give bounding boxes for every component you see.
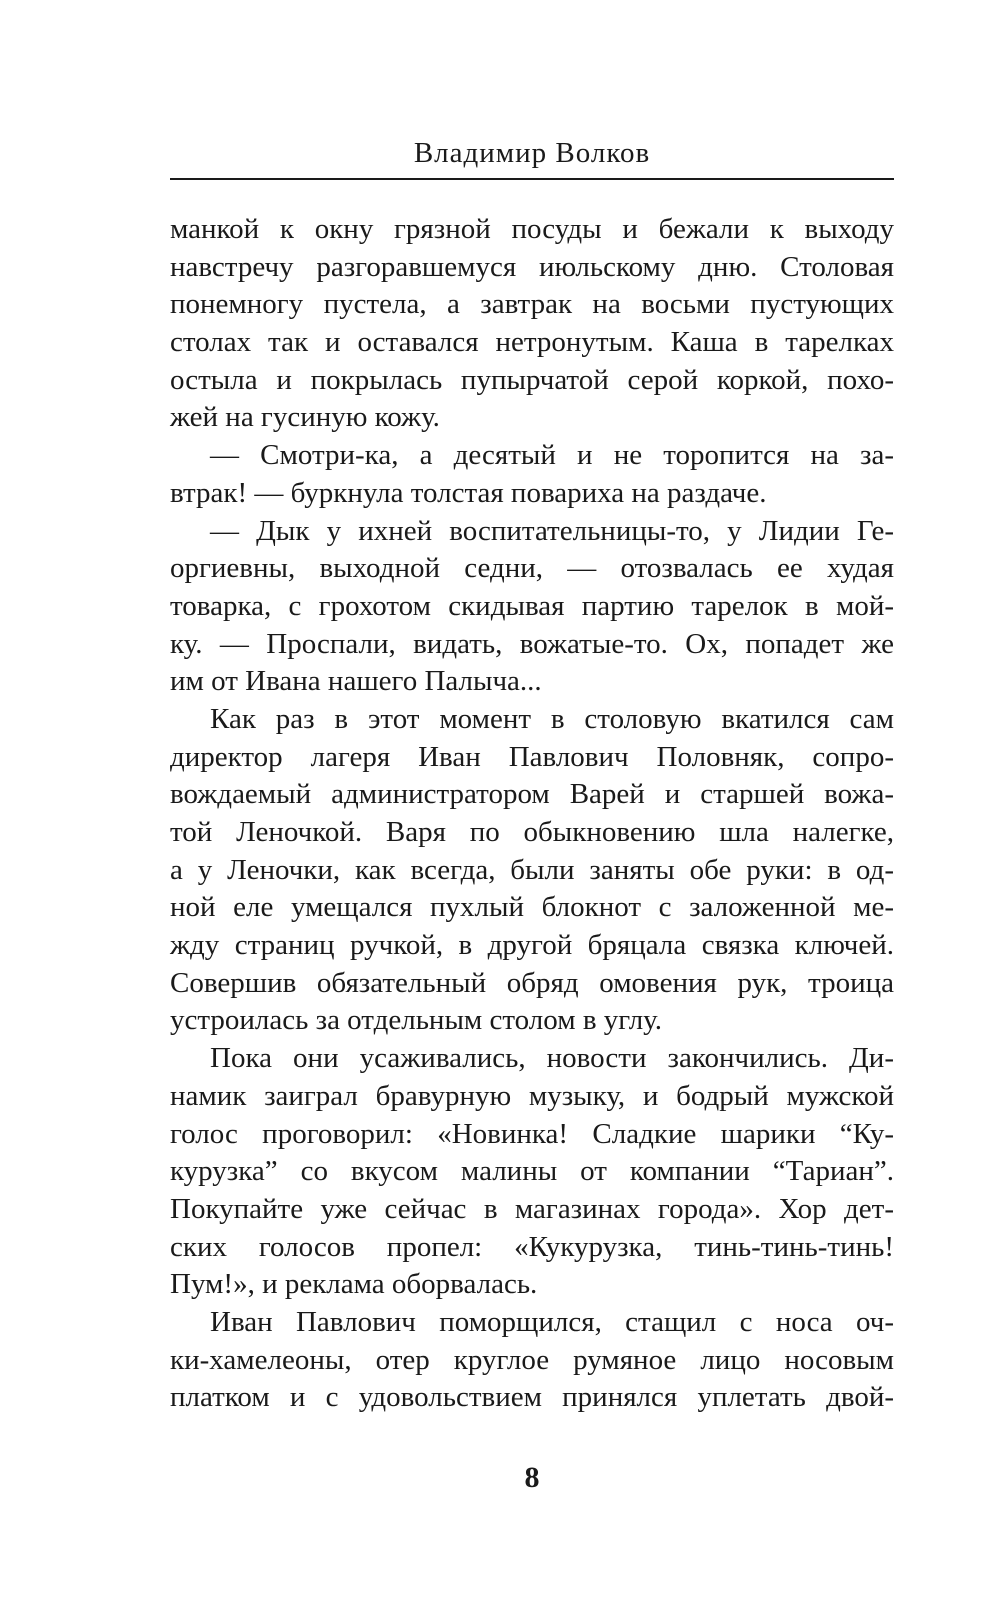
text-line: устроилась за отдельным столом в углу.	[170, 1004, 663, 1037]
text-line: намик заиграл бравурную музыку, и бодрый мужской	[170, 1079, 894, 1112]
text-line: ских голосов пропел: «Кукурузка, тинь-тинь-тинь!	[170, 1230, 894, 1263]
text-line: оргиевны, выходной седни, — отозвалась ее худая	[170, 552, 894, 585]
text-line: вождаемый администратором Варей и старшей вожа-	[170, 778, 894, 811]
header-rule	[170, 178, 894, 180]
text-line: Покупайте уже сейчас в магазинах города». Хор дет-	[170, 1192, 894, 1225]
text-line: директор лагеря Иван Павлович Половняк, сопро-	[170, 740, 894, 773]
text-line: — Смотри-ка, а десятый и не торопится на за-	[210, 439, 894, 472]
text-line: навстречу разгоравшемуся июльскому дню. Столовая	[170, 250, 894, 283]
text-line: Как раз в этот момент в столовую вкатился сам	[210, 702, 894, 735]
running-head-author: Владимир Волков	[413, 137, 651, 169]
text-line: остыла и покрылась пупырчатой серой коркой, похо-	[170, 363, 894, 396]
text-line: платком и с удовольствием принялся уплетать двой-	[170, 1381, 894, 1414]
text-line: — Дык у ихней воспитательницы-то, у Лидии Ге-	[210, 514, 894, 547]
text-line: втрак! — буркнула толстая повариха на раздаче.	[170, 476, 767, 509]
text-line: понемногу пустела, а завтрак на восьми пустующих	[170, 288, 894, 321]
text-line: ной еле умещался пухлый блокнот с заложенной ме-	[170, 891, 894, 924]
text-line: манкой к окну грязной посуды и бежали к выходу	[170, 213, 894, 245]
page-number: 8	[524, 1461, 540, 1494]
text-line: Иван Павлович поморщился, стащил с носа оч-	[210, 1305, 894, 1338]
text-line: курузка” со вкусом малины от компании “Тариан”.	[170, 1155, 894, 1188]
text-line: им от Ивана нашего Палыча...	[170, 665, 542, 698]
text-line: столах так и оставался нетронутым. Каша в тарелках	[170, 326, 894, 359]
text-line: той Леночкой. Варя по обыкновению шла налегке,	[170, 816, 894, 848]
text-line: Пум!», и реклама оборвалась.	[170, 1268, 538, 1301]
text-line: ки-хамелеоны, отер круглое румяное лицо носовым	[170, 1343, 894, 1376]
text-line: ку. — Проспали, видать, вожатые-то. Ох, попадет же	[170, 627, 894, 660]
text-line: Совершив обязательный обряд омовения рук, троица	[170, 966, 894, 999]
text-line: голос проговорил: «Новинка! Сладкие шарики “Ку-	[170, 1117, 894, 1150]
text-line: товарка, с грохотом скидывая партию тарелок в мой-	[170, 589, 894, 622]
body-text	[170, 211, 894, 1417]
text-line: Пока они усаживались, новости закончились. Ди-	[210, 1042, 894, 1075]
text-line: жей на гусиную кожу.	[170, 401, 440, 434]
text-line: жду страниц ручкой, в другой бряцала связка ключей.	[170, 929, 894, 962]
text-line: а у Леночки, как всегда, были заняты обе руки: в од-	[170, 853, 894, 886]
